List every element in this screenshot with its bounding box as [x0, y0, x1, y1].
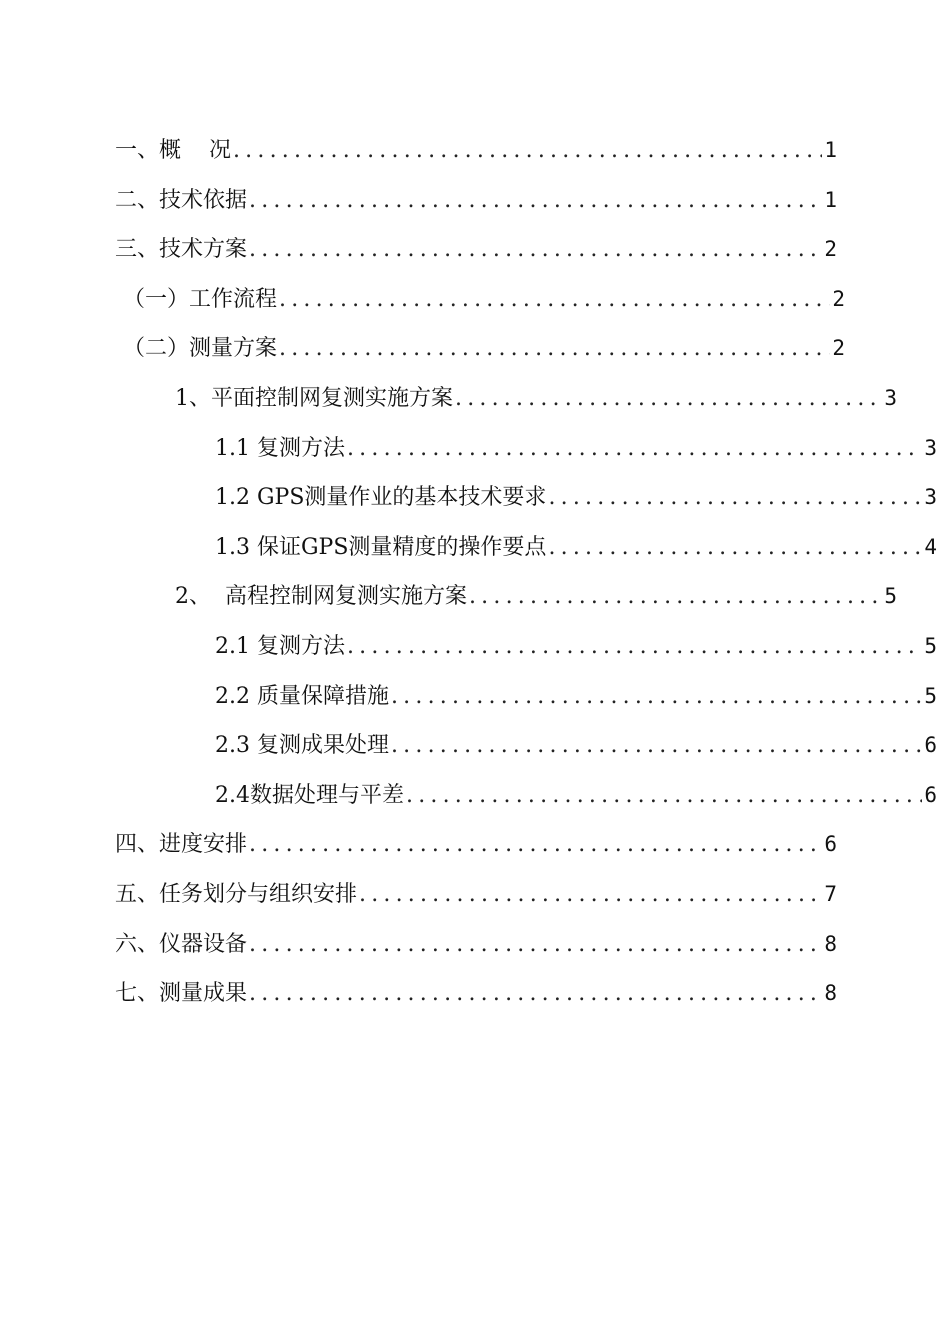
- toc-leader-dots: [455, 374, 882, 424]
- toc-entry-title: 1.3 保证GPS测量精度的操作要点: [215, 534, 547, 560]
- toc-entry-page: 3: [924, 485, 937, 510]
- toc-entry-title: 2、 高程控制网复测实施方案: [175, 584, 467, 610]
- toc-entry-title: 三、技术方案: [115, 237, 248, 263]
- toc-entry[interactable]: [115, 622, 937, 672]
- toc-entry[interactable]: [115, 870, 837, 920]
- toc-entry-title: 一、概 况: [115, 138, 231, 163]
- toc-entry[interactable]: [115, 820, 837, 870]
- toc-leader-dots: [249, 920, 822, 970]
- toc-leader-dots: [233, 126, 822, 176]
- toc-entry[interactable]: [115, 920, 837, 970]
- toc-entry[interactable]: [115, 374, 897, 424]
- toc-leader-dots: [347, 622, 922, 672]
- toc-leader-dots: [249, 969, 822, 1019]
- toc-entry-page: 2: [832, 336, 845, 361]
- toc-entry-page: 7: [824, 881, 837, 906]
- toc-leader-dots: [469, 572, 882, 622]
- toc-leader-dots: [359, 870, 822, 920]
- toc-entry-page: 3: [884, 385, 897, 410]
- toc-entry-page: 6: [824, 832, 837, 857]
- toc-leader-dots: [391, 672, 922, 722]
- toc-leader-dots: [347, 424, 922, 474]
- toc-leader-dots: [249, 176, 822, 226]
- toc-entry-page: 5: [884, 584, 897, 609]
- toc-entry-page: 3: [924, 435, 937, 460]
- toc-entry-page: 8: [824, 981, 837, 1006]
- toc-entry[interactable]: [115, 969, 837, 1019]
- toc-entry-page: 1: [824, 138, 837, 162]
- toc-entry-page: 1: [824, 187, 837, 212]
- toc-entry-title: 1、平面控制网复测实施方案: [175, 385, 453, 411]
- toc-entry[interactable]: [115, 572, 897, 622]
- toc-entry[interactable]: [115, 523, 937, 573]
- toc-entry-page: 5: [924, 683, 937, 708]
- toc-entry-page: 8: [824, 931, 837, 956]
- toc-entry[interactable]: [115, 771, 937, 821]
- toc-entry[interactable]: [115, 225, 837, 275]
- toc-leader-dots: [249, 820, 822, 870]
- toc-leader-dots: [548, 473, 922, 523]
- toc-entry-page: 4: [924, 534, 937, 559]
- toc-entry[interactable]: [115, 275, 845, 325]
- table-of-contents: [0, 126, 950, 1019]
- toc-entry[interactable]: [115, 176, 837, 226]
- toc-leader-dots: [279, 275, 830, 325]
- toc-leader-dots: [548, 523, 922, 573]
- toc-leader-dots: [249, 225, 822, 275]
- toc-entry-title: 2.2 质量保障措施: [215, 683, 389, 709]
- toc-entry[interactable]: [115, 473, 937, 523]
- toc-entry-title: 七、测量成果: [115, 981, 248, 1007]
- toc-entry-title: 五、任务划分与组织安排: [115, 881, 358, 907]
- toc-leader-dots: [279, 324, 830, 374]
- toc-entry-page: 2: [824, 237, 837, 262]
- toc-entry[interactable]: [115, 424, 937, 474]
- toc-entry-title: 2.4数据处理与平差: [215, 782, 404, 808]
- toc-entry-title: 2.3 复测成果处理: [215, 733, 389, 759]
- toc-entry-title: （一）工作流程: [123, 286, 278, 312]
- toc-entry-page: 5: [924, 633, 937, 658]
- toc-leader-dots: [406, 771, 922, 821]
- toc-entry-page: 6: [924, 782, 937, 807]
- toc-leader-dots: [391, 721, 922, 771]
- toc-entry-title: 二、技术依据: [115, 187, 248, 213]
- toc-entry[interactable]: [115, 721, 937, 771]
- toc-entry[interactable]: [115, 324, 845, 374]
- toc-entry[interactable]: [115, 672, 937, 722]
- toc-entry[interactable]: [115, 126, 837, 176]
- toc-entry-title: （二）测量方案: [123, 336, 278, 362]
- toc-entry-title: 六、仪器设备: [115, 931, 248, 957]
- toc-entry-title: 四、进度安排: [115, 832, 248, 858]
- toc-entry-title: 2.1 复测方法: [215, 633, 345, 659]
- toc-entry-title: 1.1 复测方法: [215, 435, 345, 461]
- toc-entry-page: 2: [832, 286, 845, 311]
- toc-entry-page: 6: [924, 733, 937, 758]
- toc-entry-title: 1.2 GPS测量作业的基本技术要求: [215, 485, 547, 511]
